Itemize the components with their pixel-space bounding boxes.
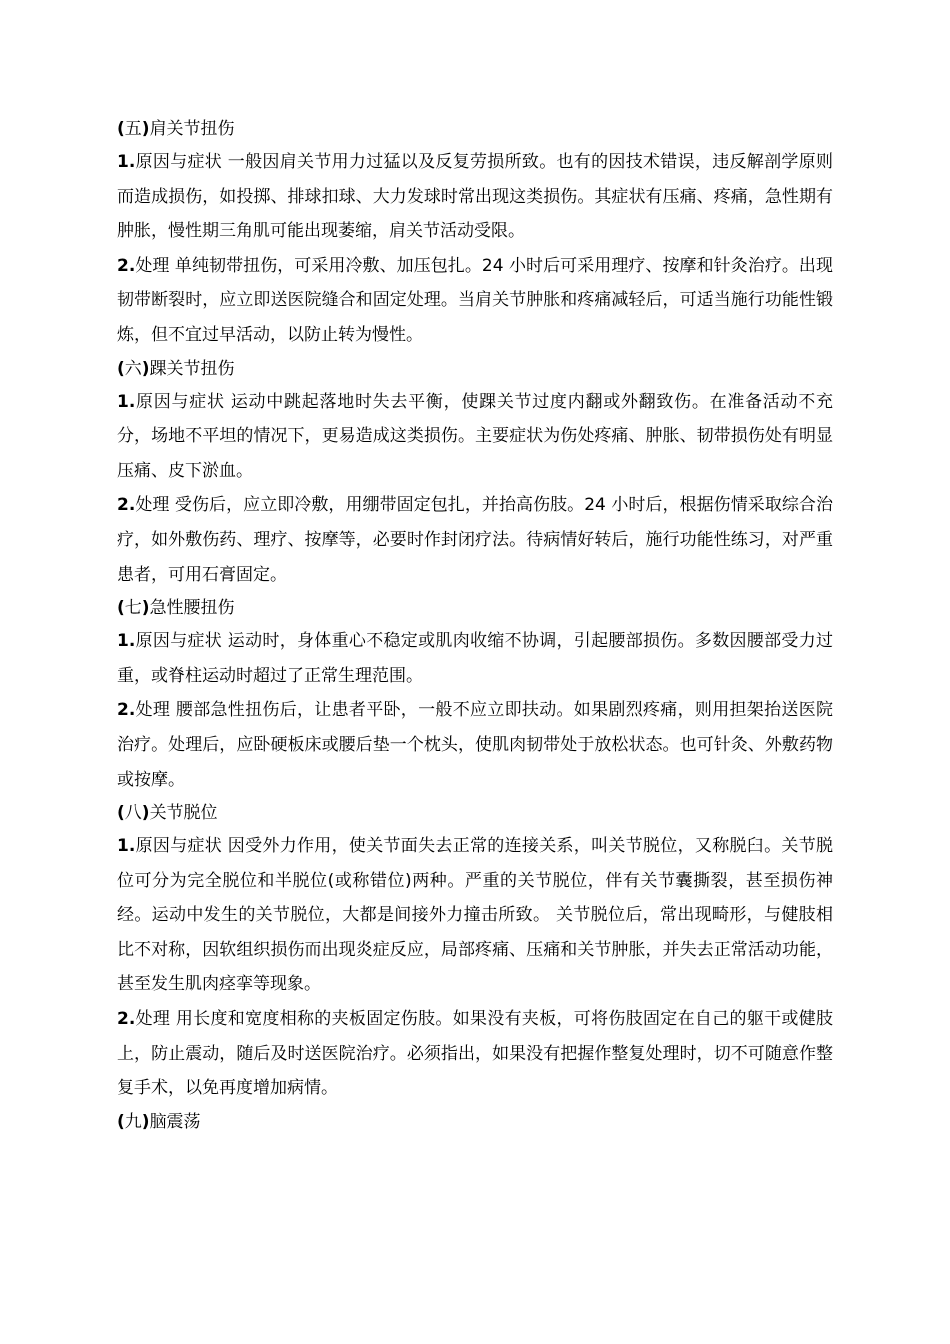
section-title: 关节脱位 <box>149 803 218 824</box>
section-title: 急性腰扭伤 <box>149 598 235 619</box>
section-heading-ankle: (六)踝关节扭伤 <box>117 358 235 379</box>
section-heading-concussion: (九)脑震荡 <box>117 1111 201 1132</box>
paragraph: 2.处理 用长度和宽度相称的夹板固定伤肢。如果没有夹板，可将伤肢固定在自己的躯干或健肢上，防止震动，随后及时送医院治疗。必须指出，如果没有把握作整复处理时，切不可随意作整复手术，以免再度增加病情。 <box>117 1009 833 1099</box>
paragraph: 1.原因与症状 运动中跳起落地时失去平衡，使踝关节过度内翻或外翻致伤。在准备活动不充分，场地不平坦的情况下，更易造成这类损伤。主要症状为伤处疼痛、肿胀、韧带损伤处有明显压痛、皮下淤血。 <box>117 391 833 481</box>
paragraph: 1.原因与症状 一般因肩关节用力过猛以及反复劳损所致。也有的因技术错误，违反解剖学原则而造成损伤，如投掷、排球扣球、大力发球时常出现这类损伤。其症状有压痛、疼痛，急性期有肿胀，慢性期三角肌可能出现萎缩，肩关节活动受限。 <box>117 152 833 242</box>
section-title: 踝关节扭伤 <box>149 358 235 379</box>
section-heading-lumbar: (七)急性腰扭伤 <box>117 598 235 619</box>
section-heading-dislocation: (八)关节脱位 <box>117 803 218 824</box>
section-title: 脑震荡 <box>149 1111 201 1132</box>
section-title: 肩关节扭伤 <box>149 119 235 139</box>
paragraph: 2.处理 受伤后，应立即冷敷，用绷带固定包扎，并抬高伤肢。24 小时后，根据伤情采取综合治疗，如外敷伤药、理疗、按摩等，必要时作封闭疗法。待病情好转后，施行功能性练习，对严重患者，可用石膏固定。 <box>117 495 833 585</box>
document-body <box>117 113 833 1138</box>
paragraph: 1.原因与症状 因受外力作用，使关节面失去正常的连接关系，叫关节脱位，又称脱臼。关节脱位可分为完全脱位和半脱位(或称错位)两种。严重的关节脱位，伴有关节囊撕裂，甚至损伤神经。运动中发生的关节脱位，大都是间接外力撞击所致。 关节脱位后，常出现畸形，与健肢相比不对称，因软组织损伤而出现炎症反应，局部疼痛、压痛和关节肿胀，并失去正常活动功能，甚至发生肌肉痉挛等现象。 <box>117 836 833 995</box>
paragraph: 2.处理 腰部急性扭伤后，让患者平卧，一般不应立即扶动。如果剧烈疼痛，则用担架抬送医院治疗。处理后，应卧硬板床或腰后垫一个枕头，使肌肉韧带处于放松状态。也可针灸、外敷药物或按摩。 <box>117 700 833 790</box>
paragraph: 2.处理 单纯韧带扭伤，可采用冷敷、加压包扎。24 小时后可采用理疗、按摩和针灸治疗。出现韧带断裂时，应立即送医院缝合和固定处理。当肩关节肿胀和疼痛减轻后，可适当施行功能性锻炼，但不宜过早活动，以防止转为慢性。 <box>117 255 833 345</box>
section-heading-shoulder: (五)肩关节扭伤 <box>117 119 235 139</box>
paragraph: 1.原因与症状 运动时，身体重心不稳定或肌肉收缩不协调，引起腰部损伤。多数因腰部受力过重，或脊柱运动时超过了正常生理范围。 <box>117 631 833 686</box>
